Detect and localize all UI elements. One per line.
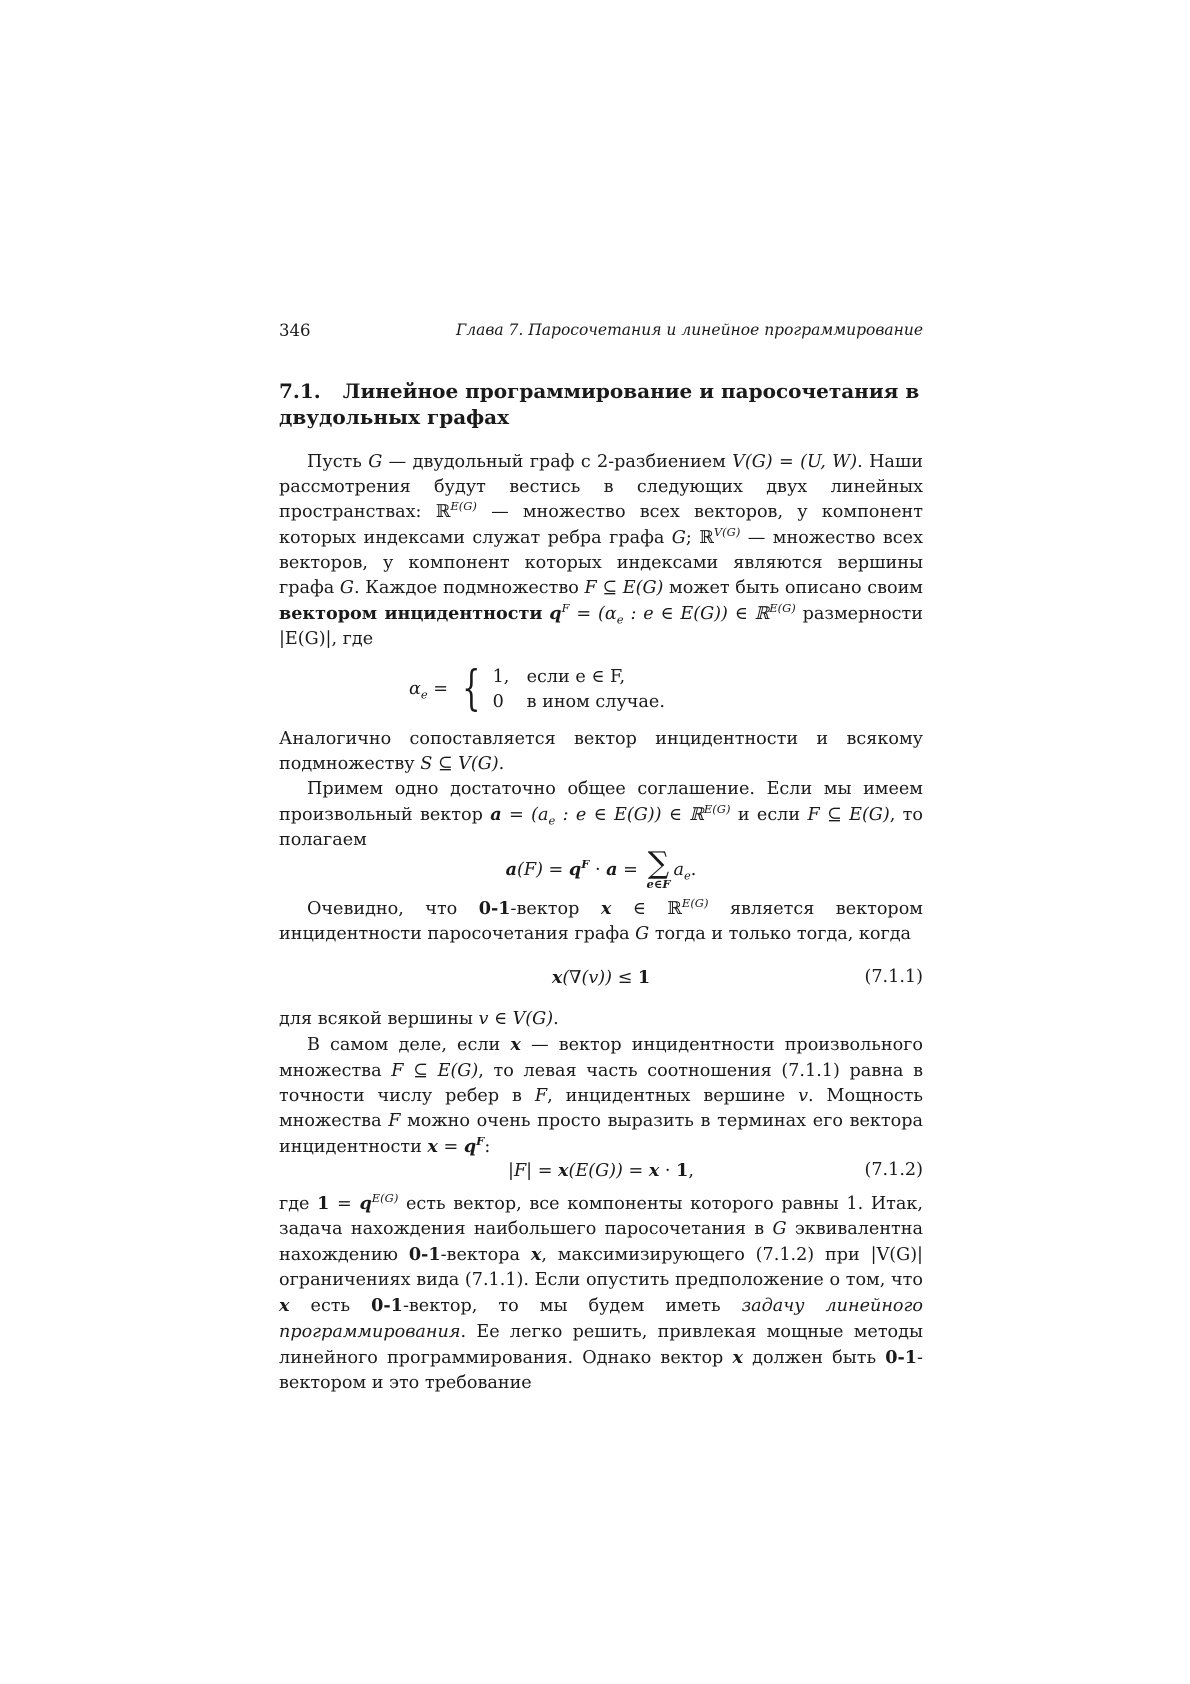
equation-7-1-2 (279, 1158, 923, 1184)
text-run: e (683, 868, 691, 883)
text-run: E(G) (681, 895, 709, 910)
text-run: e (548, 813, 556, 828)
text-run: F (476, 1134, 485, 1149)
equation-7-1-1 (279, 965, 923, 991)
text-run: должен быть (742, 1347, 886, 1368)
text-run: . (690, 859, 697, 880)
text-run: ∈ ℝ (611, 898, 682, 919)
text-run: G (339, 578, 354, 599)
text-run: G (635, 923, 650, 944)
text-run: G (368, 452, 383, 472)
text-run: q (359, 1192, 372, 1214)
text-run: q (568, 858, 582, 880)
chapter-title: Глава 7. Паросочетания и линейное программирование (455, 321, 923, 339)
text-run: (∇(v)) ≤ (562, 968, 638, 989)
text-run: Пусть (307, 452, 369, 472)
text-run: — множество всех векторов, у компонент которых индексами служат ребра графа (279, 502, 923, 548)
text-run: в ином случае. (526, 691, 665, 712)
text-run: -вектором и это требование (279, 1347, 923, 1394)
text-run: -вектора (440, 1245, 531, 1266)
summation-sign: ∑ (647, 845, 670, 881)
paragraph-3 (279, 777, 923, 854)
text-run: 0-1 (478, 897, 511, 919)
text-run: |F| = (508, 1161, 559, 1182)
text-run: x (648, 1160, 660, 1182)
text-run: может быть описано своим (663, 578, 923, 599)
text-run: для всякой вершины (279, 1009, 479, 1030)
text-run: 0-1 (408, 1244, 441, 1266)
text-run: ; (685, 527, 700, 548)
text-run: : e ∈ E(G)) ∈ ℝ (623, 604, 770, 625)
piecewise-formula (279, 659, 923, 716)
text-run: S ⊆ V(G) (420, 753, 499, 774)
paragraph-1 (279, 450, 923, 653)
text-run: В самом деле, если (307, 1035, 511, 1056)
text-run: . (498, 753, 505, 774)
text-run: , (688, 1161, 694, 1182)
defined-term: вектором инцидентности (279, 603, 543, 625)
text-run: V(G) (713, 524, 741, 539)
equation-number: (7.1.1) (864, 967, 923, 988)
italic-term: задачу линейного программирования (279, 1296, 923, 1342)
running-head (279, 318, 923, 344)
text-run: e (616, 612, 624, 627)
text-run: , то полагаем (279, 805, 924, 851)
section-number: 7.1. (279, 379, 321, 403)
text-run: a (673, 859, 684, 880)
text-run: можно очень просто выразить в терминах его вектора инцидентности (279, 1111, 923, 1158)
text-run: F (388, 1111, 401, 1132)
text-run: — множество всех векторов, у компонент которых индексами являются вершины графа (279, 527, 923, 599)
text-run: = (329, 1193, 360, 1214)
text-run: . Каждое подмножество (353, 578, 585, 599)
text-run: . Мощность множества (279, 1085, 923, 1132)
text-run: ℝ (699, 527, 714, 548)
book-page (279, 318, 923, 1396)
text-run: . Ее легко решить, привлекая мощные методы линейного программирования. Однако вектор (279, 1321, 923, 1368)
paragraph-7 (279, 1191, 923, 1397)
paragraph-4 (279, 896, 923, 947)
text-run: q (463, 1136, 477, 1158)
text-run: 0-1 (371, 1295, 403, 1317)
text-run: : e ∈ E(G)) ∈ ℝ (555, 805, 704, 826)
section-title: Линейное программирование и паросочетания в двудольных графах (279, 379, 920, 429)
text-run: эквивалентна нахождению (279, 1218, 923, 1266)
text-run: -вектор (510, 898, 601, 919)
text-run: x (279, 1295, 290, 1317)
text-run: где (279, 1193, 318, 1214)
text-run: . (553, 1009, 559, 1030)
case-row-2 (493, 690, 665, 715)
text-run: (E(G)) = (568, 1161, 649, 1182)
text-run: x (551, 967, 563, 989)
text-run: = (α (569, 604, 617, 625)
text-run: a (606, 858, 618, 880)
text-run: F ⊆ E(G) (807, 805, 890, 826)
text-run: , инцидентных вершине (547, 1085, 799, 1106)
text-run: . Наши рассмотрения будут вестись в следующих двух линейных пространствах: (279, 452, 923, 523)
text-run: e∈F (646, 876, 671, 891)
sum-formula (279, 845, 923, 891)
text-run: F ⊆ E(G) (584, 578, 664, 599)
text-run: 1, (492, 666, 510, 687)
left-brace: { (462, 659, 481, 716)
text-run: есть вектор, все компоненты которого равны 1. Итак, задача нахождения наибольшего паросочетания в (279, 1193, 923, 1239)
text-run: = (617, 859, 644, 880)
text-run: F (534, 1085, 548, 1106)
text-run: = (437, 1137, 464, 1158)
text-run: E(G) (703, 802, 731, 817)
text-run: E(G) (371, 1190, 399, 1205)
text-run: E(G) (769, 601, 796, 616)
text-run: , то левая часть соотношения (7.1.1) равна в точности числу ребер в (279, 1060, 923, 1106)
text-run: V(G) = (U, W) (732, 452, 858, 472)
text-run: , максимизирующего (7.1.2) при |V(G)| ограничениях вида (7.1.1). Если опустить предположение о том, что (279, 1245, 923, 1291)
text-run: и если (730, 805, 808, 826)
text-run: : (484, 1137, 491, 1158)
text-run: 0 (492, 691, 504, 712)
text-run: ℝ (435, 502, 451, 523)
text-run: тогда и только тогда, когда (649, 923, 912, 944)
text-run: — вектор инцидентности произвольного множества (279, 1035, 923, 1081)
text-run: x (530, 1244, 542, 1266)
text-run: — двудольный граф с 2-разбиением (382, 452, 733, 472)
text-run: -вектор, то мы будем иметь (402, 1296, 742, 1317)
text-run: если e ∈ F, (526, 666, 626, 687)
text-run: Примем одно достаточно общее соглашение. Если мы имеем произвольный вектор (279, 779, 923, 826)
text-run: · (659, 1161, 677, 1182)
paragraph-5 (279, 1007, 923, 1032)
text-run: x (600, 897, 612, 919)
text-run: Аналогично сопоставляется вектор инцидентности и всякому подмножеству (279, 728, 923, 774)
text-run: v ∈ V(G) (478, 1009, 554, 1030)
text-run: G (772, 1218, 787, 1239)
text-run: G (671, 527, 686, 548)
text-run: F (561, 601, 570, 616)
text-run: x (510, 1034, 521, 1056)
text-run: Очевидно, что (307, 898, 479, 919)
section-heading (279, 378, 923, 430)
case-row-1 (493, 665, 665, 690)
text-run: = (427, 679, 449, 700)
text-run: 1 (676, 1160, 689, 1182)
paragraph-2 (279, 727, 923, 777)
text-run: e (420, 687, 428, 702)
text-run: является вектором инцидентности паросочетания графа (279, 898, 923, 944)
text-run: a (505, 858, 517, 880)
text-run: есть (289, 1296, 372, 1317)
text-run: · (589, 859, 607, 880)
text-run: (F) = (517, 859, 569, 880)
text-run: x (427, 1136, 438, 1158)
text-run: x (558, 1160, 569, 1182)
text-run: 0-1 (885, 1346, 918, 1368)
text-run: 1 (317, 1192, 330, 1214)
paragraph-6 (279, 1032, 923, 1160)
text-run: F ⊆ E(G) (391, 1060, 479, 1081)
text-run: F (581, 856, 590, 871)
text-run: v (798, 1085, 809, 1106)
equation-number: (7.1.2) (864, 1160, 923, 1181)
text-run: q (549, 603, 562, 625)
text-run: a (490, 804, 502, 826)
text-run: = (a (501, 805, 549, 826)
text-run: размерности |E(G)|, где (279, 604, 923, 650)
text-run: 1 (637, 967, 651, 989)
text-run: x (732, 1346, 743, 1368)
text-run: α (409, 679, 421, 700)
text-run: E(G) (450, 499, 477, 514)
page-number: 346 (279, 321, 311, 340)
